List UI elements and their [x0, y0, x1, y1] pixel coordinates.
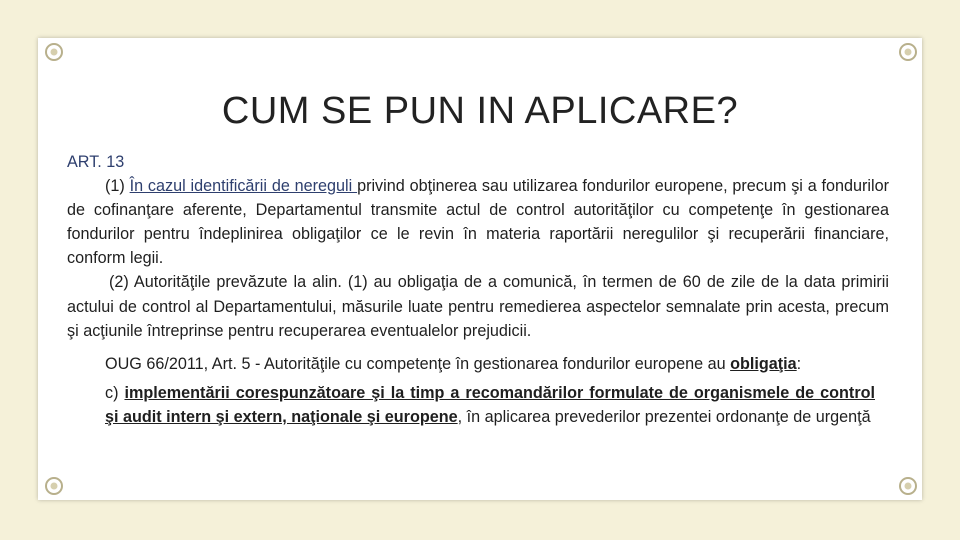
paragraph-number: (1) [105, 177, 130, 196]
oug-point-c [105, 381, 875, 430]
article-paragraph-1 [67, 174, 889, 270]
circle-pin-icon [44, 42, 64, 62]
oug-intro [105, 352, 875, 377]
article-paragraph-2: (2) Autorităţile prevăzute la alin. (1) au obligaţia de a comunică, în termen de 60 de zile de la data primirii actului de control al Departamentului, măsurile luate pentru remedierea aspectelor semnalate prin acesta, precum şi acţiunile întreprinse pentru recuperarea eventualelor prejudicii. [67, 273, 889, 340]
circle-pin-icon [898, 476, 918, 496]
circle-pin-icon [44, 476, 64, 496]
article-body [67, 150, 889, 343]
point-c-underlined: implementării corespunzătoare şi la timp a recomandărilor formulate de [124, 383, 694, 402]
oug-excerpt [105, 352, 875, 430]
point-c-rest: , în aplicarea prevederilor prezentei ordonanţe de urgenţă [457, 408, 871, 426]
article-heading: ART. 13 [67, 153, 125, 171]
point-c-label: c) [105, 383, 125, 402]
circle-pin-icon [898, 42, 918, 62]
paragraph-text: privind obţinerea sau utilizarea fondurilor europene, precum şi a fondurilor de cofinanţare aferente, Departamentul transmite actul de control autorităţilor cu competenţe în gestionarea fondurilor pentru îndeplinirea obligaţilor ce le revin în materia raportării neregulilor şi recuperării financiare, conform legii. [67, 177, 890, 268]
point-c-bold: organismele de control şi audit intern şi extern, naţionale şi europene [105, 383, 876, 426]
nereguli-link[interactable]: În cazul identificării de nereguli [129, 177, 358, 196]
oug-colon: : [796, 355, 802, 373]
oug-obligatia: obligaţia [730, 355, 797, 373]
oug-reference: OUG 66/2011, Art. 5 - Autorităţile cu competenţe în gestionarea fondurilor europene au [105, 355, 731, 373]
slide-title: CUM SE PUN IN APLICARE? [221, 90, 739, 132]
